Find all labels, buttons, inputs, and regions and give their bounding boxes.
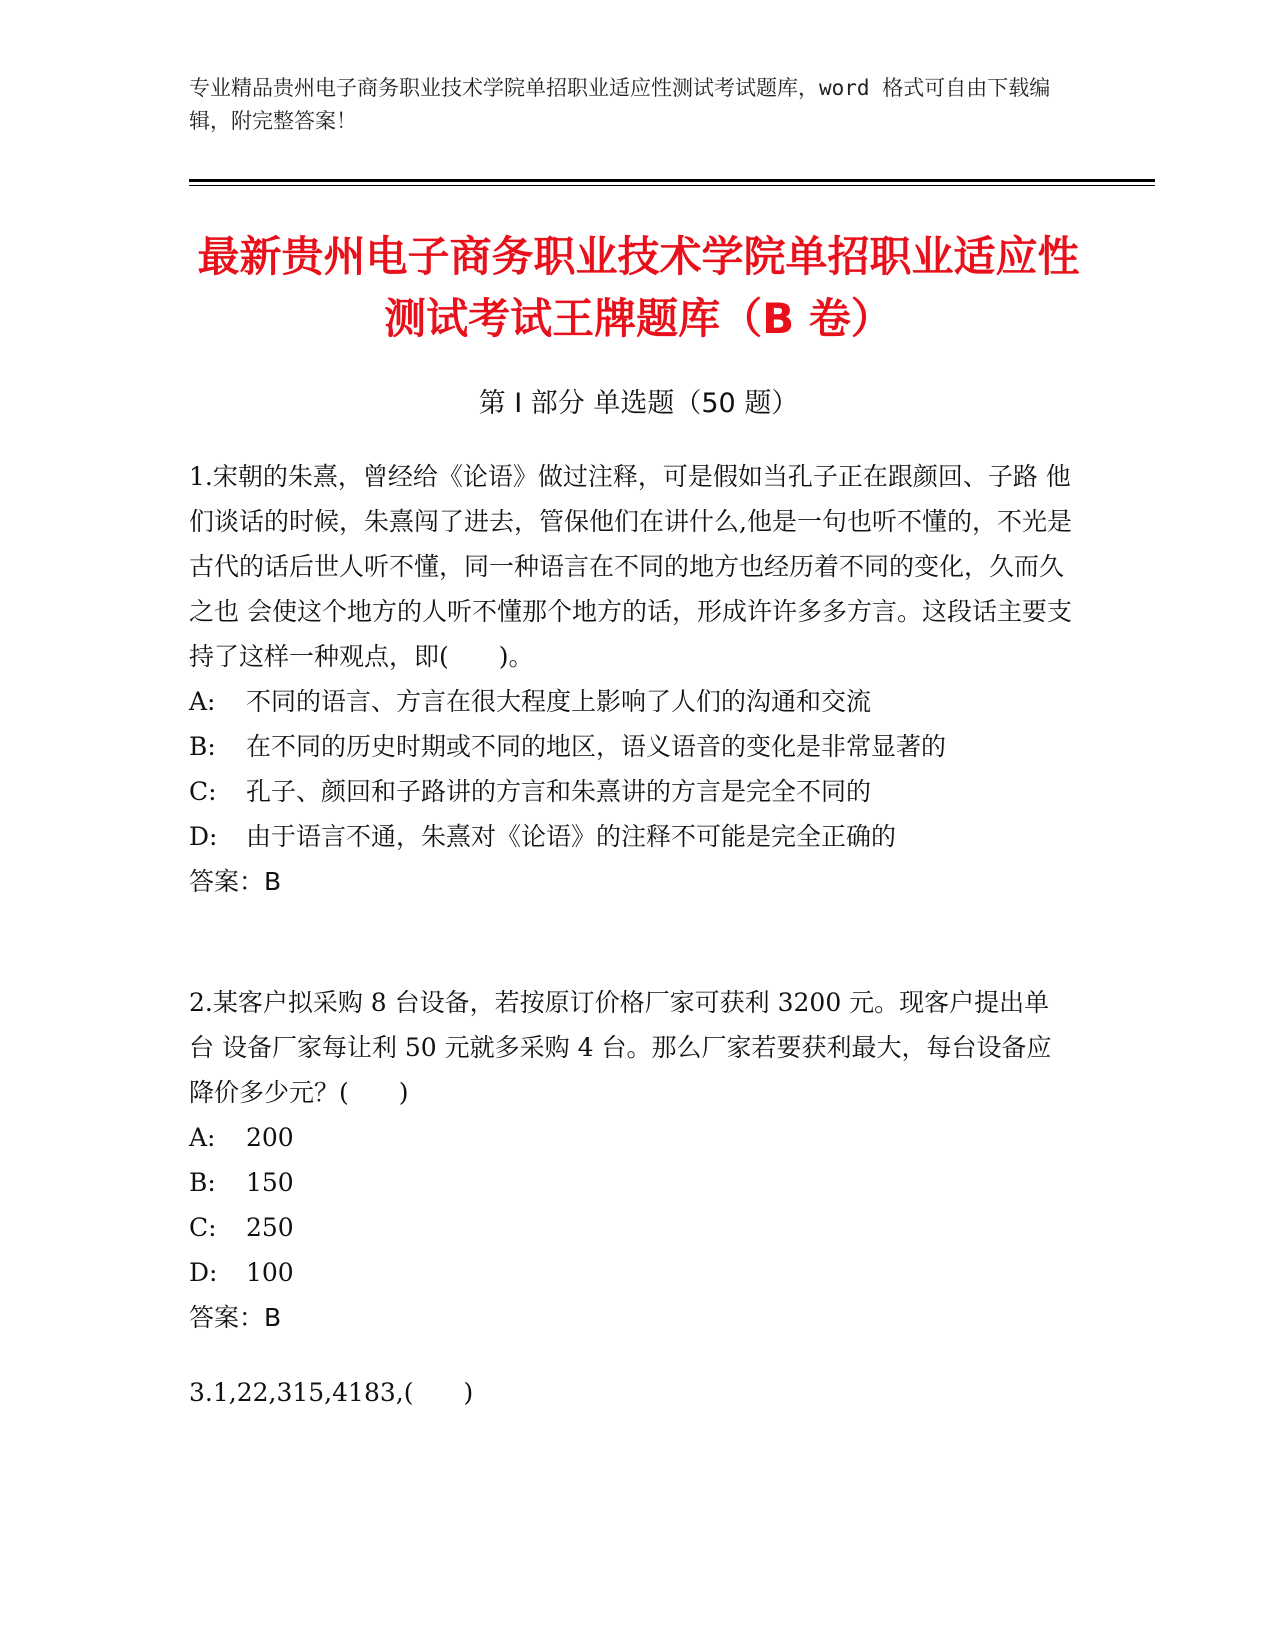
question-stem: 1.宋朝的朱熹，曾经给《论语》做过注释，可是假如当孔子正在跟颜回、子路 他们谈话的时候，朱熹闯了进去，管保他们在讲什么,他是一句也听不懂的，不光是 古代的话后世人听不懂，同一种语言在不同的地方也经历着不同的变化，久而久之也 会使这个地方的人听不懂那个地方的话，形成许许多多方言。这段话主要支持了这样一种观点，即( )。 <box>189 462 1072 671</box>
header-rule-thin <box>189 185 1155 186</box>
section-heading: 第 I 部分 单选题（50 题） <box>478 388 799 419</box>
answer: 答案：B <box>189 867 282 896</box>
option-letter: A: <box>189 687 216 716</box>
option-d <box>189 1250 1074 1295</box>
header-note: 专业精品贵州电子商务职业技术学院单招职业适应性测试考试题库，word 格式可自由下载编辑，附完整答案！ <box>189 76 1051 133</box>
option-letter: D: <box>189 1258 218 1287</box>
option-text: 不同的语言、方言在很大程度上影响了人们的沟通和交流 <box>246 687 872 716</box>
header-rule-thick <box>189 179 1155 182</box>
option-text: 150 <box>246 1168 294 1197</box>
option-text: 100 <box>246 1258 294 1287</box>
option-b <box>189 1160 1074 1205</box>
question-stem: 3.1,22,315,4183,( ) <box>189 1378 474 1407</box>
option-text: 由于语言不通，朱熹对《论语》的注释不可能是完全正确的 <box>246 822 897 851</box>
question-2 <box>189 980 1074 1340</box>
option-letter: B: <box>189 1168 216 1197</box>
document-title: 最新贵州电子商务职业技术学院单招职业适应性测试考试王牌题库（B 卷） <box>197 232 1080 343</box>
question-stem: 2.某客户拟采购 8 台设备，若按原订价格厂家可获利 3200 元。现客户提出单台 设备厂家每让利 50 元就多采购 4 台。那么厂家若要获利最大，每台设备应降价多少元？( ) <box>189 988 1052 1107</box>
question-1 <box>189 454 1074 904</box>
question-3 <box>189 1370 1074 1415</box>
option-letter: A: <box>189 1123 216 1152</box>
option-a <box>189 1115 1074 1160</box>
option-text: 200 <box>246 1123 294 1152</box>
option-d <box>189 814 1074 859</box>
option-text: 孔子、颜回和子路讲的方言和朱熹讲的方言是完全不同的 <box>246 777 872 806</box>
option-a <box>189 679 1074 724</box>
option-c <box>189 1205 1074 1250</box>
option-b <box>189 724 1074 769</box>
option-text: 250 <box>246 1213 294 1242</box>
option-letter: C: <box>189 777 217 806</box>
option-letter: C: <box>189 1213 217 1242</box>
option-letter: D: <box>189 822 218 851</box>
option-c <box>189 769 1074 814</box>
option-letter: B: <box>189 732 216 761</box>
option-text: 在不同的历史时期或不同的地区，语义语音的变化是非常显著的 <box>246 732 947 761</box>
answer: 答案：B <box>189 1303 282 1332</box>
